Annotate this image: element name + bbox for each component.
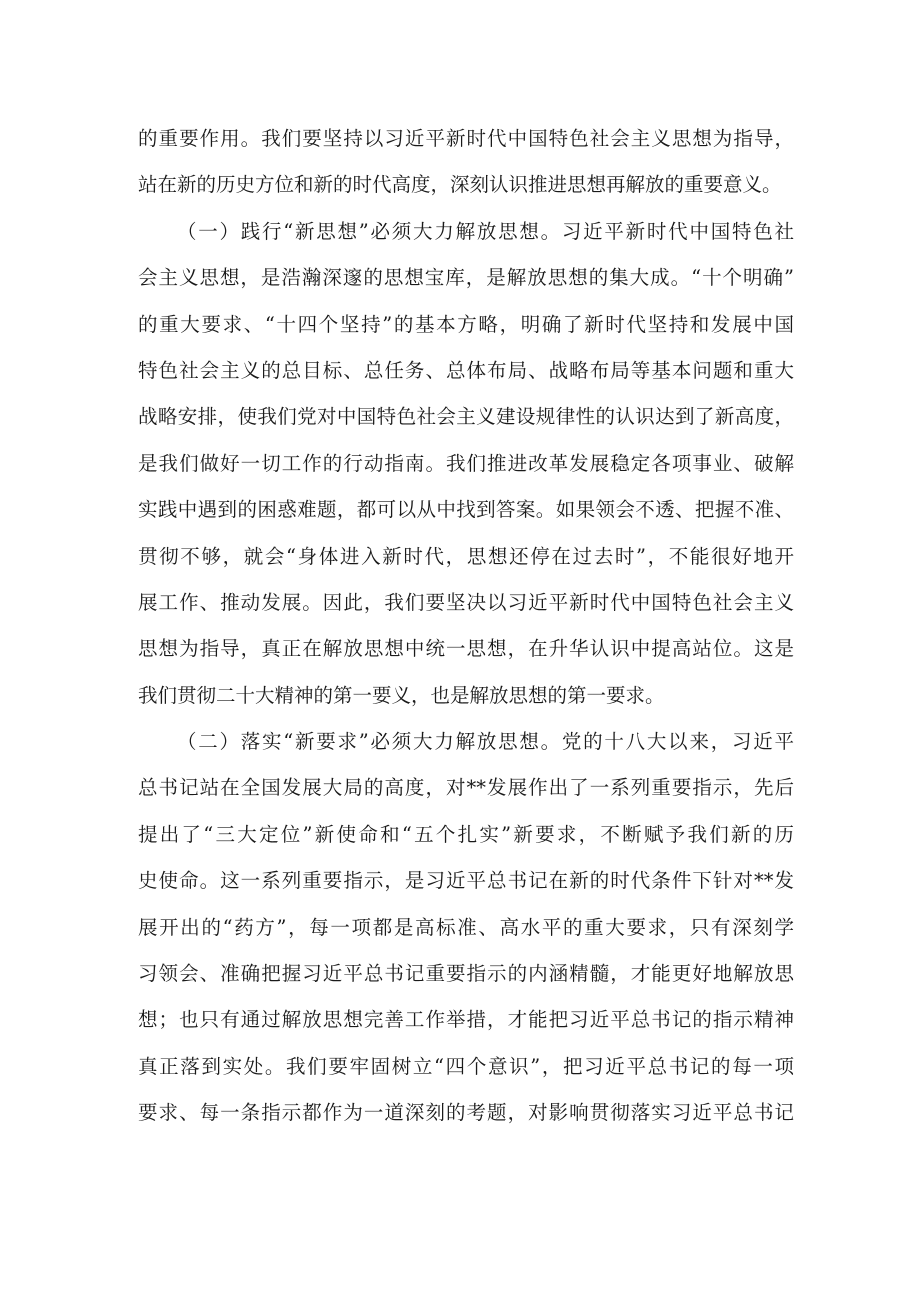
- text-line: 思想为指导，真正在解放思想中统一思想，在升华认识中提高站位。这是: [138, 637, 794, 661]
- text-line: （一）践行“新思想”必须大力解放思想。习近平新时代中国特色社: [177, 219, 794, 243]
- text-line: 总书记站在全国发展大局的高度，对**发展作出了一系列重要指示，先后: [138, 776, 794, 800]
- text-line: 习领会、准确把握习近平总书记重要指示的内涵精髓，才能更好地解放思: [138, 962, 794, 986]
- text-line: 战略安排，使我们党对中国特色社会主义建设规律性的认识达到了新高度，: [138, 405, 794, 429]
- text-line: 我们贯彻二十大精神的第一要义，也是解放思想的第一要求。: [138, 683, 665, 707]
- text-line: 站在新的历史方位和新的时代高度，深刻认识推进思想再解放的重要意义。: [138, 173, 782, 197]
- text-line: 贯彻不够，就会“身体进入新时代，思想还停在过去时”，不能很好地开: [138, 544, 794, 568]
- text-line: 提出了“三大定位”新使命和“五个扎实”新要求，不断赋予我们新的历: [138, 822, 794, 846]
- text-line: 要求、每一条指示都作为一道深刻的考题，对影响贯彻落实习近平总书记: [138, 1101, 794, 1125]
- text-line: 史使命。这一系列重要指示，是习近平总书记在新的时代条件下针对**发: [138, 869, 794, 893]
- text-line: 展工作、推动发展。因此，我们要坚决以习近平新时代中国特色社会主义: [138, 590, 794, 614]
- text-line: 的重要作用。我们要坚持以习近平新时代中国特色社会主义思想为指导，: [138, 127, 794, 150]
- text-line: 想；也只有通过解放思想完善工作举措，才能把习近平总书记的指示精神: [138, 1008, 794, 1032]
- text-line: 真正落到实处。我们要牢固树立“四个意识”，把习近平总书记的每一项: [138, 1054, 794, 1078]
- text-line: 实践中遇到的困惑难题，都可以从中找到答案。如果领会不透、把握不准、: [138, 498, 794, 522]
- text-line: 是我们做好一切工作的行动指南。我们推进改革发展稳定各项事业、破解: [138, 451, 794, 475]
- text-line: 展开出的“药方”，每一项都是高标准、高水平的重大要求，只有深刻学: [138, 915, 794, 939]
- document-page: [138, 116, 794, 1137]
- paragraph: [138, 116, 794, 209]
- text-line: 的重大要求、“十四个坚持”的基本方略，明确了新时代坚持和发展中国: [138, 312, 794, 336]
- paragraph: [138, 719, 794, 1137]
- text-line: （二）落实“新要求”必须大力解放思想。党的十八大以来，习近平: [177, 730, 794, 754]
- text-line: 会主义思想，是浩瀚深邃的思想宝库，是解放思想的集大成。“十个明确”: [138, 266, 794, 290]
- text-line: 特色社会主义的总目标、总任务、总体布局、战略布局等基本问题和重大: [138, 358, 794, 382]
- paragraph: [138, 209, 794, 719]
